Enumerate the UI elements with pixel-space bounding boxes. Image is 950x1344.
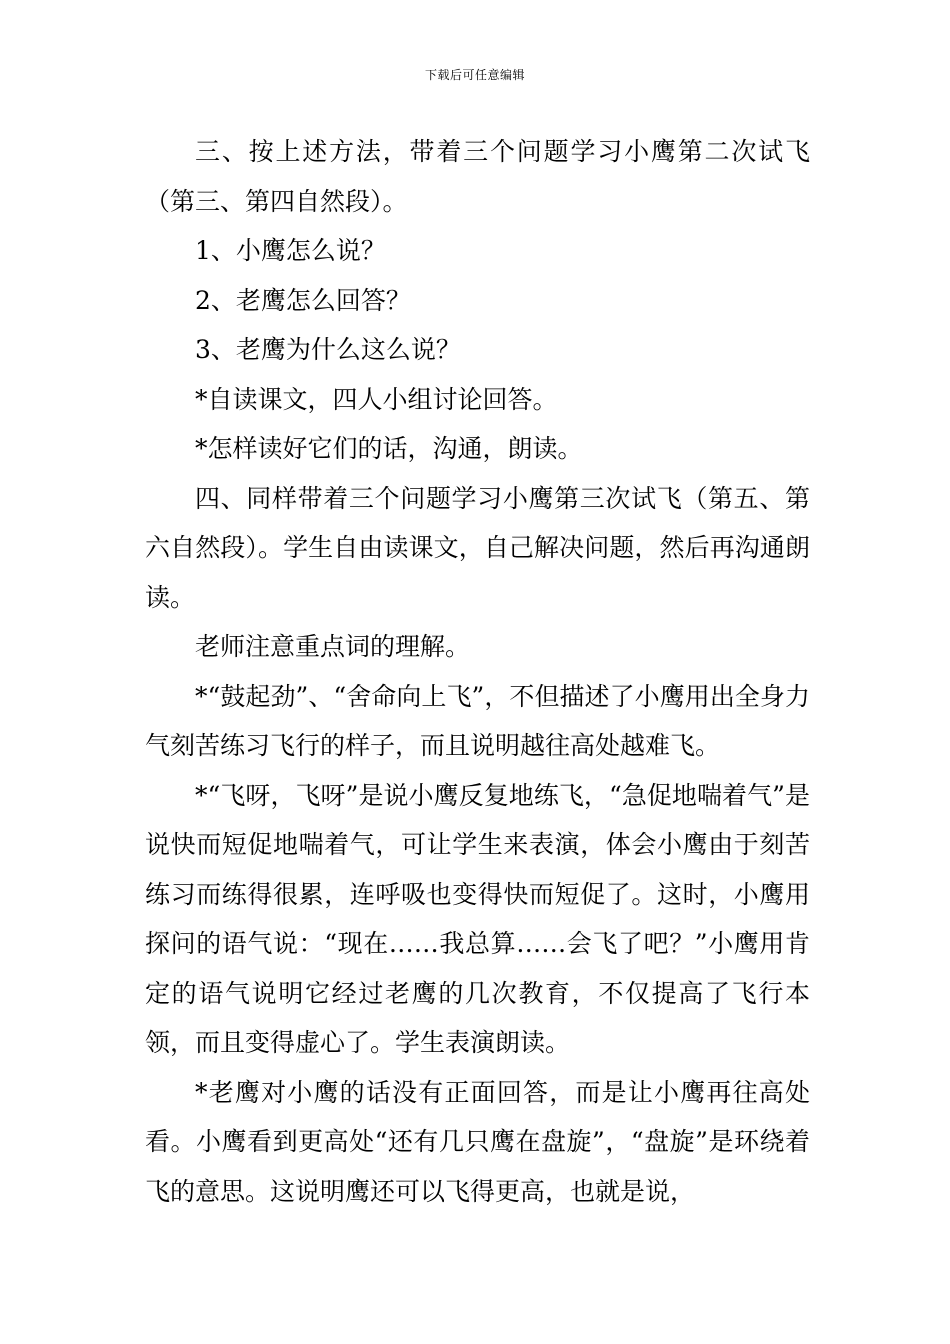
paragraph-question-1: 1、小鹰怎么说？: [195, 236, 386, 265]
paragraph-self-read: *自读课文，四人小组讨论回答。: [195, 384, 558, 414]
paragraph-note-effort: *“鼓起劲”、“舍命向上飞”，不但描述了小鹰用出全身力气刻苦练习飞行的样子，而且说明越往高处越难飞。: [145, 681, 810, 760]
document-body: [145, 127, 810, 1216]
paragraph-question-2: 2、老鹰怎么回答？: [195, 285, 411, 315]
paragraph-note-circling: *老鹰对小鹰的话没有正面回答，而是让小鹰再往高处看。小鹰看到更高处“还有几只鹰在盘旋”，“盘旋”是环绕着飞的意思。这说明鹰还可以飞得更高，也就是说，: [145, 1077, 810, 1206]
paragraph-question-3: 3、老鹰为什么这么说？: [195, 335, 461, 364]
paragraph-key-words: 老师注意重点词的理解。: [195, 632, 471, 661]
page-header: 下载后可任意编辑: [424, 68, 525, 82]
paragraph-section-four: 四、同样带着三个问题学习小鹰第三次试飞（第五、第六自然段）。学生自由读课文，自己解决问题，然后再沟通朗读。: [145, 483, 810, 612]
paragraph-read-aloud: *怎样读好它们的话，沟通，朗读。: [195, 434, 583, 463]
paragraph-note-flying: *“飞呀，飞呀”是说小鹰反复地练飞，“急促地喘着气”是说快而短促地喘着气，可让学生来表演，体会小鹰由于刻苦练习而练得很累，连呼吸也变得快而短促了。这时，小鹰用探问的语气说：“现在……我总算……会飞了吧？”小鹰用肯定的语气说明它经过老鹰的几次教育，不仅提高了飞行本领，而且变得虚心了。学生表演朗读。: [145, 780, 810, 1057]
paragraph-section-three: 三、按上述方法，带着三个问题学习小鹰第二次试飞（第三、第四自然段）。: [145, 137, 810, 216]
